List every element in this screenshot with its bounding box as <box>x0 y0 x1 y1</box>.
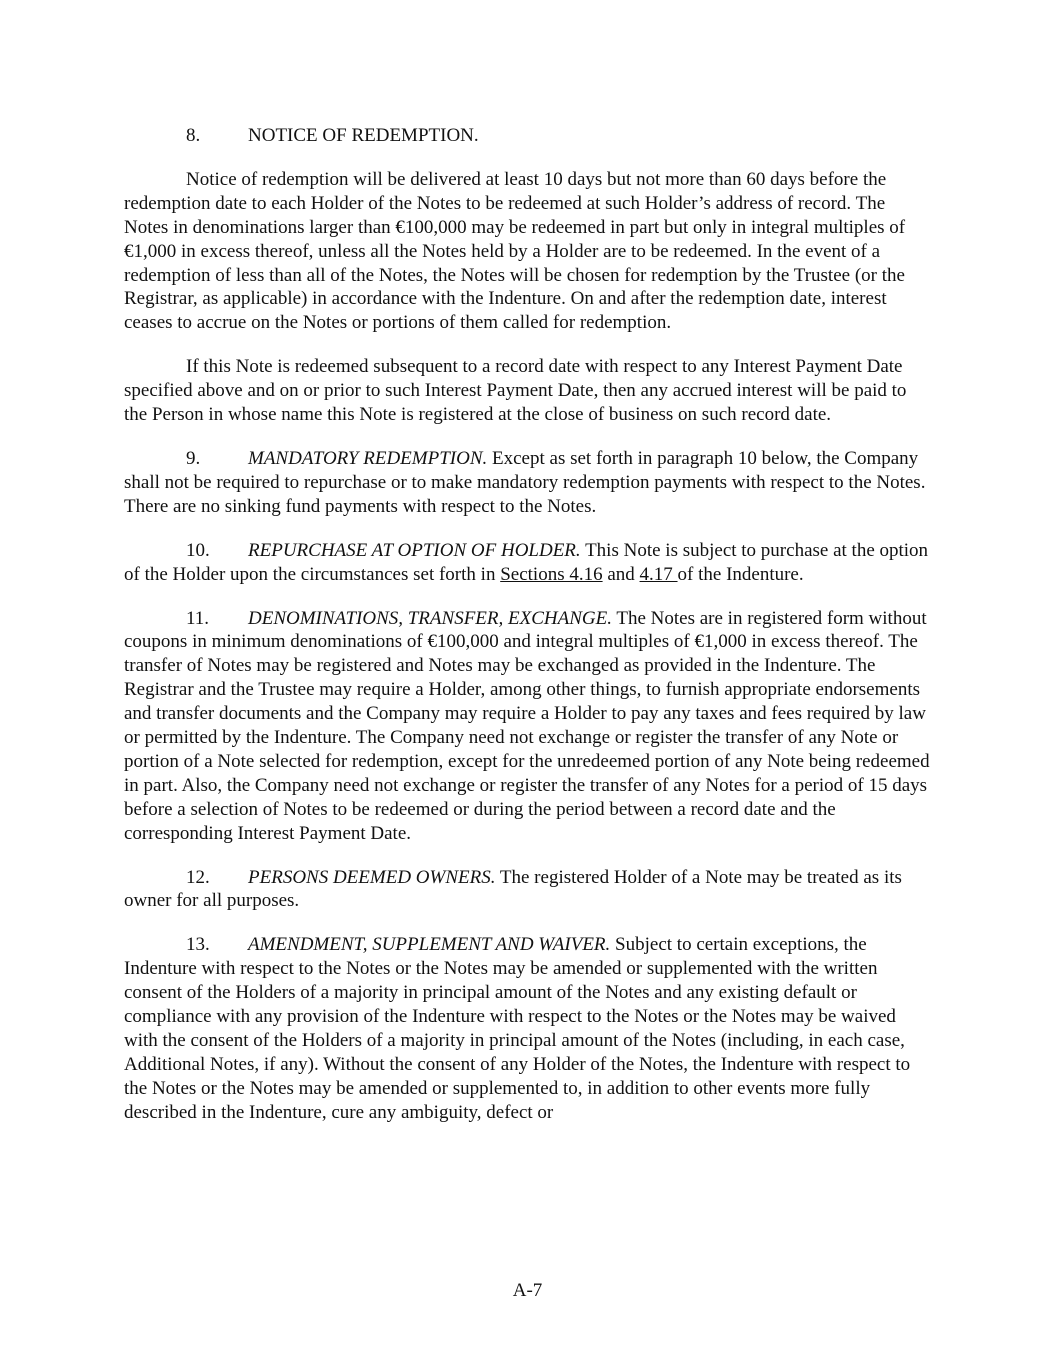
section-12-paragraph <box>124 866 932 914</box>
section-10-title-end: . <box>575 539 581 561</box>
section-11-text: The Notes are in registered form without coupons in minimum denominations of €100,000 and integral multiples of €1,000 in excess thereof. The transfer of Notes may be registered and Notes may be exchanged as provided in the Indenture. The Registrar and the Trustee may require a Holder, among other things, to furnish appropriate endorsements and transfer documents and the Company may require a Holder to pay any taxes and fees required by law or permitted by the Indenture. The Company need not exchange or register the transfer of any Note or portion of a Note selected for redemption, except for the unredeemed portion of any Note being redeemed in part. Also, the Company need not exchange or register the transfer of any Notes for a period of 15 days before a selection of Notes to be redeemed or during the period between a record date and the corresponding Interest Payment Date. <box>124 607 930 844</box>
section-11-title: DENOMINATIONS, TRANSFER, EXCHANGE <box>248 607 608 629</box>
section-12-number: 12. <box>186 866 210 888</box>
section-12-title: PERSONS DEEMED OWNERS <box>248 866 491 888</box>
section-12-text: The registered Holder of a Note may be treated as its owner for all purposes. <box>124 866 902 912</box>
section-10-paragraph <box>124 539 932 587</box>
section-11-title-end: . <box>607 607 612 629</box>
section-4-17-reference: 4.17 <box>639 563 678 585</box>
section-10-number: 10. <box>186 539 210 561</box>
section-8-title: NOTICE OF REDEMPTION. <box>248 125 479 146</box>
section-9-number: 9. <box>186 447 201 469</box>
section-10-title: REPURCHASE AT OPTION OF HOLDER <box>248 539 576 561</box>
section-12-title-end: . <box>490 866 496 888</box>
section-10-text-c: of the Indenture. <box>677 563 804 585</box>
section-10-text-a: This Note is subject to purchase at the option of the Holder upon the circumstances set forth in <box>124 539 929 585</box>
section-8-number: 8. <box>186 125 201 146</box>
page-number: A-7 <box>512 1280 543 1301</box>
section-13-paragraph <box>124 933 932 1124</box>
section-11-number: 11. <box>186 607 210 629</box>
section-9-text: Except as set forth in paragraph 10 below, the Company shall not be required to repurchase or to make mandatory redemption payments with respect to the Notes. There are no sinking fund payments with respect to the Notes. <box>124 447 926 517</box>
section-13-number: 13. <box>186 934 210 956</box>
section-13-title-end: . <box>605 934 611 956</box>
section-9-title-end: . <box>482 447 488 469</box>
section-8-paragraph-2: If this Note is redeemed subsequent to a record date with respect to any Interest Payment Date specified above and on or prior to such Interest Payment Date, then any accrued interest will be paid to the Person in whose name this Note is registered at the close of business on such record date. <box>124 356 907 426</box>
document-body <box>124 124 932 1145</box>
section-13-text: Subject to certain exceptions, the Indenture with respect to the Notes or the Notes may be amended or supplemented with the written consent of the Holders of a majority in principal amount of the Notes and any existing default or compliance with any provision of the Indenture with respect to the Notes or the Notes may be waived with the consent of the Holders of a majority in principal amount of the Notes (including, in each case, Additional Notes, if any). Without the consent of any Holder of the Notes, the Indenture with respect to the Notes or the Notes may be amended or supplemented to, in addition to other events more fully described in the Indenture, cure any ambiguity, defect or <box>124 934 911 1123</box>
section-9-paragraph <box>124 447 932 519</box>
sections-4-16-reference: Sections 4.16 <box>500 563 603 585</box>
section-9-title: MANDATORY REDEMPTION <box>248 447 483 469</box>
section-8-paragraph-1: Notice of redemption will be delivered at least 10 days but not more than 60 days before the redemption date to each Holder of the Notes to be redeemed at such Holder’s address of record. The Notes in denominations larger than €100,000 may be redeemed in part but only in integral multiples of €1,000 in excess thereof, unless all the Notes held by a Holder are to be redeemed. In the event of a redemption of less than all of the Notes, the Notes will be chosen for redemption by the Trustee (or the Registrar, as applicable) in accordance with the Indenture. On and after the redemption date, interest ceases to accrue on the Notes or portions of them called for redemption. <box>124 168 906 334</box>
section-8-heading <box>186 124 932 148</box>
section-10-text-b: and <box>602 563 640 585</box>
section-11-paragraph <box>124 607 932 846</box>
section-13-title: AMENDMENT, SUPPLEMENT AND WAIVER <box>248 934 606 956</box>
